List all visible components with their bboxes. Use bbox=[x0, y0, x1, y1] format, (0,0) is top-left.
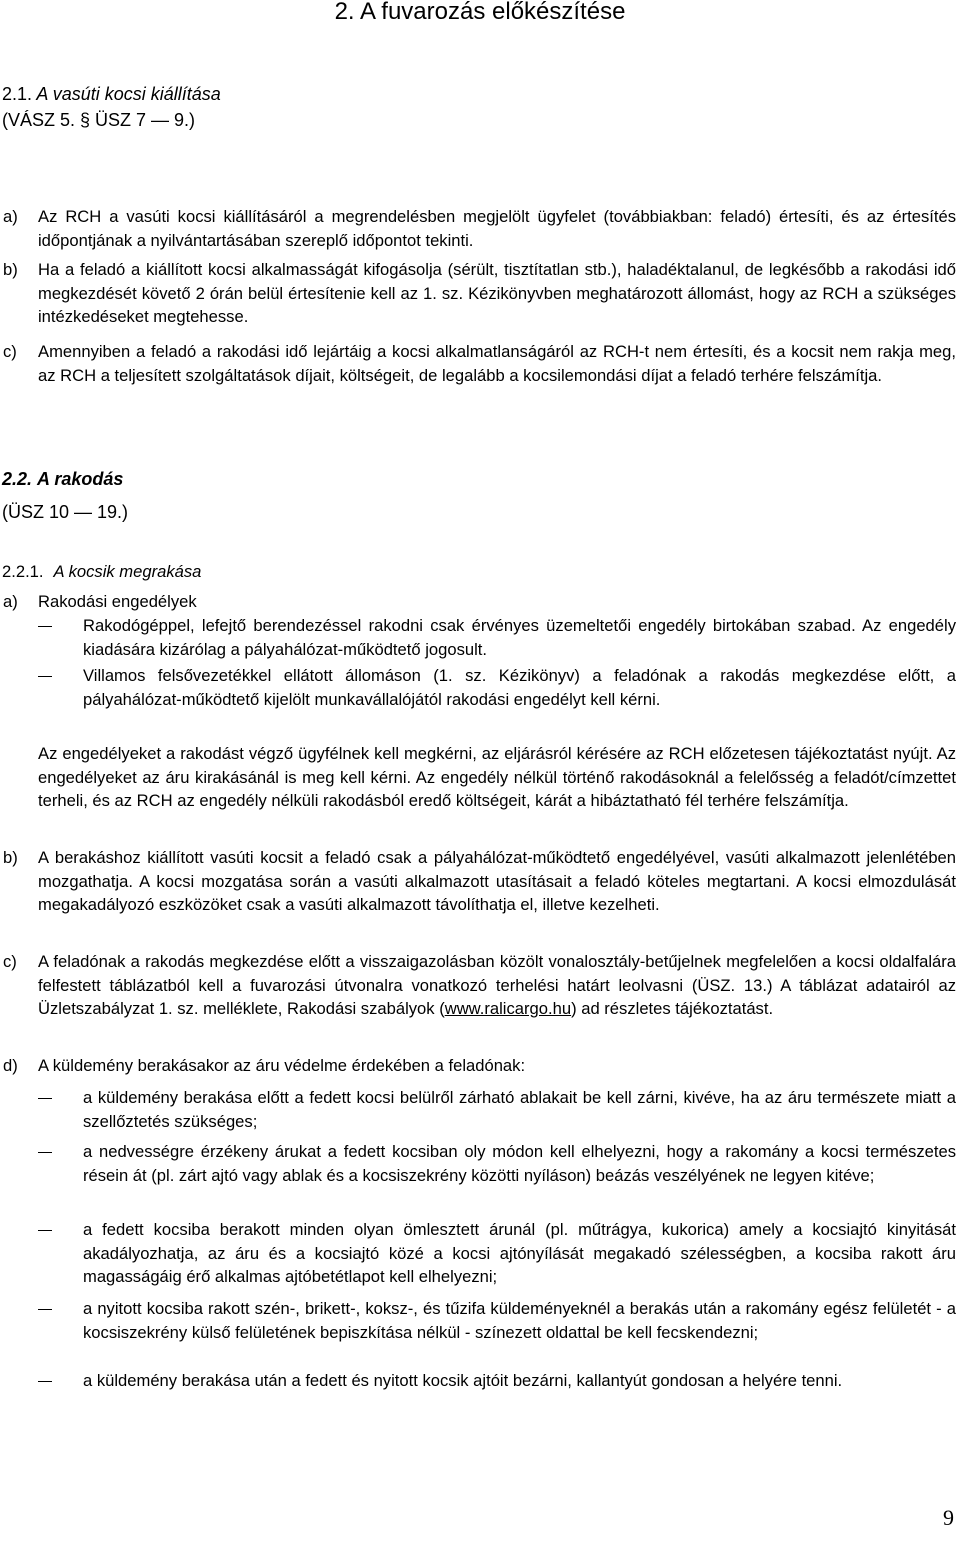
item-text: A berakáshoz kiállított vasúti kocsit a feladó csak a pályahálózat-működtető engedélyével, vasúti alkalmazott jelenlétében mozgathatja. A kocsi mozgatása során a vasúti alkalmazott utasításait a feladó köteles megtartani. A kocsi elmozdulását megakadályozó eszközöket csak a vasúti alkalmazott távolíthatja el, illetve kezelheti. bbox=[38, 848, 956, 914]
paragraph-2-1-a bbox=[3, 205, 956, 252]
section-heading-2-2 bbox=[2, 467, 123, 491]
subsection-number: 2.2.1. bbox=[2, 562, 44, 581]
paragraph-2-1-c bbox=[3, 340, 956, 387]
item-text: Rakodási engedélyek bbox=[38, 592, 197, 611]
bullet-item bbox=[38, 664, 956, 711]
item-label: b) bbox=[3, 848, 18, 867]
item-label: a) bbox=[3, 207, 18, 226]
paragraph-2-1-b bbox=[3, 258, 956, 329]
bullet-item bbox=[38, 1297, 956, 1344]
paragraph-2-2-1-c bbox=[3, 950, 956, 1021]
item-text bbox=[38, 950, 956, 1021]
section-reference: (ÜSZ 10 — 19.) bbox=[2, 502, 129, 522]
bullet-text: Villamos felsővezetékkel ellátott állomáson (1. sz. Kézikönyv) a feladónak a rakodás megkezdése előtt, a pályahálózat-működtető kijelölt munkavállalójától rakodási engedélyt kell kérni. bbox=[83, 666, 956, 709]
bullet-text: a fedett kocsiba berakott minden olyan ömlesztett árunál (pl. műtrágya, kukorica) amely a kocsiajtó kinyitását akadályozhatja, az áru és a kocsiajtó közé a kocsi ajtónyílását megakadó szélességben, a kocsiba rakott áru magasságáig érő alkalmas ajtóbetétlapot kell elhelyezni; bbox=[83, 1220, 956, 1286]
section-title: A vasúti kocsi kiállítása bbox=[36, 84, 221, 104]
engedely-paragraph: Az engedélyeket a rakodást végző ügyfélnek kell megkérni, az eljárásról kérésére az RCH előzetesen tájékoztatást nyújt. Az engedélyeket az áru kirakásánál is meg kell kérni. Az engedély nélkül történő rakodásoknál a felelősség a feladót/címzettet terheli, és az RCH az engedély nélküli rakodásból eredő költségeit, kárát a hibáztatható fél terhére felszámítja. bbox=[38, 744, 956, 810]
item-text: Amennyiben a feladó a rakodási idő lejártáig a kocsi alkalmatlanságáról az RCH-t nem értesíti, és a kocsit nem rakja meg, az RCH a teljesített szolgáltatások díjait, költségeit, de legalább a kocsilemondási díjat a feladó terhére felszámítja. bbox=[38, 342, 956, 385]
item-text-before: A feladónak a rakodás megkezdése előtt a visszaigazolásban közölt vonalosztály-betűjelnek megfelelően a kocsi oldalfalára felfestett táblázatból kell a fuvarozási útvonalra vonatkozó terhelési határt leolvasni (ÜSZ. 13.) A táblázat adatairól az Üzletszabályzat 1. sz. melléklete, Rakodási szabályok ( bbox=[38, 952, 956, 1018]
page-number: 9 bbox=[943, 1505, 954, 1530]
bullet-text: Rakodógéppel, lefejtő berendezéssel rakodni csak érvényes üzemeltetői engedély birtokában szabad. Az engedély kiadására kizárólag a pályahálózat-működtető jogosult. bbox=[83, 616, 956, 659]
bullet-text: a nyitott kocsiba rakott szén-, brikett-, koksz-, és tűzifa küldeményeknél a berakás után a rakomány egész felületét - a kocsiszekrény külső felületének bepiszkítása nélkül - színezett oldattal be kell fecskendezni; bbox=[83, 1299, 956, 1342]
section-heading-2-1 bbox=[2, 82, 221, 106]
bullet-text: a küldemény berakása előtt a fedett kocsi belülről zárható ablakait be kell zárni, kivéve, ha az áru természete miatt a szellőztetés szükséges; bbox=[83, 1088, 956, 1131]
item-label: a) bbox=[3, 592, 18, 611]
bullet-item bbox=[38, 614, 956, 661]
section-number: 2.1. bbox=[2, 84, 33, 104]
subsection-title: A kocsik megrakása bbox=[53, 562, 202, 581]
item-text: Ha a feladó a kiállított kocsi alkalmasságát kifogásolja (sérült, tisztítatlan stb.), haladéktalanul, de legkésőbb a rakodási idő megkezdését követő 2 órán belül értesítenie kell az 1. sz. Kézikönyvben meghatározott állomást, hogy az RCH a szükséges intézkedéseket megtehesse. bbox=[38, 260, 956, 326]
item-label: c) bbox=[3, 342, 17, 361]
item-text: Az RCH a vasúti kocsi kiállításáról a megrendelésben megjelölt ügyfelet (továbbiakban: feladó) értesíti, és az értesítés időpontjának a nyilvántartásában szereplő időpontot tekinti. bbox=[38, 207, 956, 250]
item-label: b) bbox=[3, 260, 18, 279]
bullet-text: a küldemény berakása után a fedett és nyitott kocsik ajtóit bezárni, kallantyút gondosan a helyére tenni. bbox=[83, 1371, 843, 1390]
bullet-item bbox=[38, 1086, 956, 1133]
bullet-item bbox=[38, 1218, 956, 1289]
section-reference: (VÁSZ 5. § ÜSZ 7 — 9.) bbox=[2, 110, 196, 130]
item-text-after: ) ad részletes tájékoztatást. bbox=[571, 999, 774, 1018]
paragraph-2-2-1-a-heading bbox=[3, 590, 956, 614]
section-title: A rakodás bbox=[37, 469, 124, 489]
paragraph-2-2-1-b bbox=[3, 846, 956, 917]
item-label: d) bbox=[3, 1056, 18, 1075]
page-title: 2. A fuvarozás előkészítése bbox=[334, 0, 626, 25]
item-label: c) bbox=[3, 952, 17, 971]
bullet-text: a nedvességre érzékeny árukat a fedett kocsiban oly módon kell elhelyezni, hogy a rakomány a kocsi természetes résein át (pl. zárt ajtó vagy ablak és a kocsiszekrény közötti nyíláson) beázás veszélyének ne legyen kitéve; bbox=[83, 1142, 956, 1185]
ralicargo-link[interactable]: www.ralicargo.hu bbox=[444, 999, 572, 1018]
bullet-item bbox=[38, 1369, 956, 1393]
subsection-heading-2-2-1 bbox=[2, 560, 201, 584]
section-number: 2.2. bbox=[2, 469, 33, 489]
paragraph-2-2-1-d-heading bbox=[3, 1054, 956, 1078]
item-text: A küldemény berakásakor az áru védelme érdekében a feladónak: bbox=[38, 1056, 526, 1075]
bullet-item bbox=[38, 1140, 956, 1187]
